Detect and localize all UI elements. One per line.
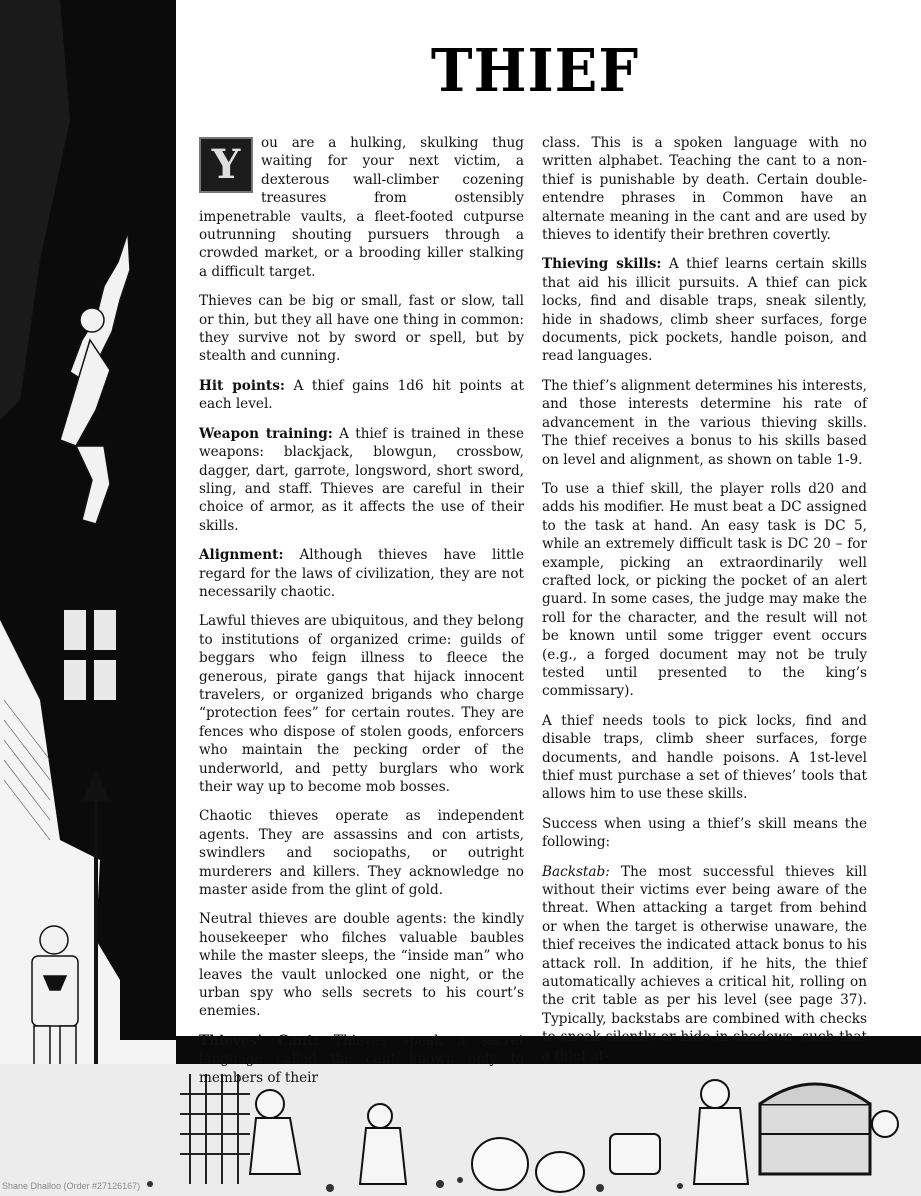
- alignment-skills-paragraph: The thief’s alignment determines his interests, and those interests determine his rate of advancement in the various thieving skills. The thief receives a bonus to his skills based on level and alignment, as shown on table 1-9.: [542, 377, 867, 468]
- hit-points-heading: Hit points:: [199, 377, 285, 394]
- thieves-cant-paragraph: [199, 1032, 524, 1087]
- paragraph: Thieves can be big or small, fast or slow, tall or thin, but they all have one thing in common: they survive not by sword or spell, but by stealth and cunning.: [199, 293, 524, 365]
- backstab-text: The most successful thieves kill without their victims ever being aware of the threat. When attacking a target from behind or when the target is otherwise unaware, the thief receives the indicated attack bonus to his attack roll. In addition, if he hits, the thief automatically achieves a critical hit, rolling on the crit table as per his level (see page 37). Typically, backstabs are combined with checks to sneak silently or hide in shadows, such that a thief at-: [542, 863, 867, 1064]
- intro-text: ou are a hulking, skulking thug waiting for your next victim, a dexterous wall-climber cozening treasures from ostensibly impenetrable vaults, a fleet-footed cutpurse outrunning shouting pursuers through a crowded market, or a brooding killer stalking a difficult target.: [199, 135, 524, 280]
- weapon-training-text: A thief is trained in these weapons: blackjack, blowgun, crossbow, dagger, dart, garrote, longsword, short sword, sling, and staff. Thieves are careful in their choice of armor, as it affects the use of their skills.: [199, 425, 524, 534]
- thieves-cant-heading: Thieves’ Cant:: [199, 1032, 319, 1049]
- cant-continued-paragraph: class. This is a spoken language with no written alphabet. Teaching the cant to a non-thief is punishable by death. Certain double-entendre phrases in Common have an alternate meaning in the cant and are used by thieves to identify their brethren covertly.: [542, 135, 867, 244]
- backstab-paragraph: [542, 863, 867, 1065]
- weapon-training-heading: Weapon training:: [199, 425, 333, 442]
- chaotic-thieves-paragraph: Chaotic thieves operate as independent agents. They are assassins and con artists, swindlers and sociopaths, or outright murderers and killers. They acknowledge no master aside from the glint of gold.: [199, 808, 524, 899]
- thieving-skills-text: A thief learns certain skills that aid his illicit pursuits. A thief can pick locks, find and disable traps, sneak silently, hide in shadows, climb sheer surfaces, forge documents, pick pockets, handle poison, and read languages.: [542, 256, 867, 365]
- tools-paragraph: A thief needs tools to pick locks, find and disable traps, climb sheer surfaces, forge documents, and handle poisons. A 1st-level thief must purchase a set of thieves’ tools that allows him to use these skills.: [542, 712, 867, 803]
- thieves-cant-text: Thieves speak a secret language called the cant known only to members of their: [199, 1032, 524, 1086]
- left-column: [199, 134, 524, 1098]
- tower-illustration: [0, 0, 176, 1196]
- page-title: THIEF: [430, 36, 640, 106]
- intro-paragraph: [199, 134, 524, 281]
- alignment-heading: Alignment:: [199, 547, 284, 564]
- alignment-paragraph: [199, 546, 524, 601]
- thieving-skills-heading: Thieving skills:: [542, 256, 662, 273]
- backstab-heading: Backstab:: [542, 863, 610, 880]
- hit-points-paragraph: [199, 377, 524, 414]
- thieving-skills-paragraph: [542, 255, 867, 365]
- left-illustration: [0, 0, 176, 1196]
- right-column: [542, 134, 867, 1076]
- success-paragraph: Success when using a thief’s skill means the following:: [542, 815, 867, 851]
- use-skill-paragraph: To use a thief skill, the player rolls d20 and adds his modifier. He must beat a DC assigned to the task at hand. An easy task is DC 5, while an extremely difficult task is DC 20 – for example, picking an extraordinarily well crafted lock, or picking the pocket of an alert guard. In some cases, the judge may make the roll for the character, and the result will not be known until some trigger event occurs (e.g., a forged document may not be truly tested until presented to the king’s commissary).: [542, 480, 867, 700]
- watermark: Shane Dhalloo (Order #27126167): [2, 1181, 141, 1191]
- alignment-text: Although thieves have little regard for the laws of civilization, they are not necessarily chaotic.: [199, 547, 524, 600]
- lawful-thieves-paragraph: Lawful thieves are ubiquitous, and they belong to institutions of organized crime: guilds of beggars who feign illness to fleece the generous, pirate gangs that hijack innocent travelers, or organized brigands who charge “protection fees” for certain routes. They are fences who dispose of stolen goods, enforcers who maintain the pecking order of the underworld, and petty burglars who work their way up to become mob bosses.: [199, 613, 524, 795]
- dropcap-initial: Y: [199, 137, 253, 193]
- hit-points-text: A thief gains 1d6 hit points at each level.: [199, 377, 524, 413]
- weapon-training-paragraph: [199, 425, 524, 535]
- neutral-thieves-paragraph: Neutral thieves are double agents: the kindly housekeeper who filches valuable baubles while the master sleeps, the “inside man” who leaves the vault unlocked one night, or the urban spy who sells secrets to his court’s enemies.: [199, 911, 524, 1020]
